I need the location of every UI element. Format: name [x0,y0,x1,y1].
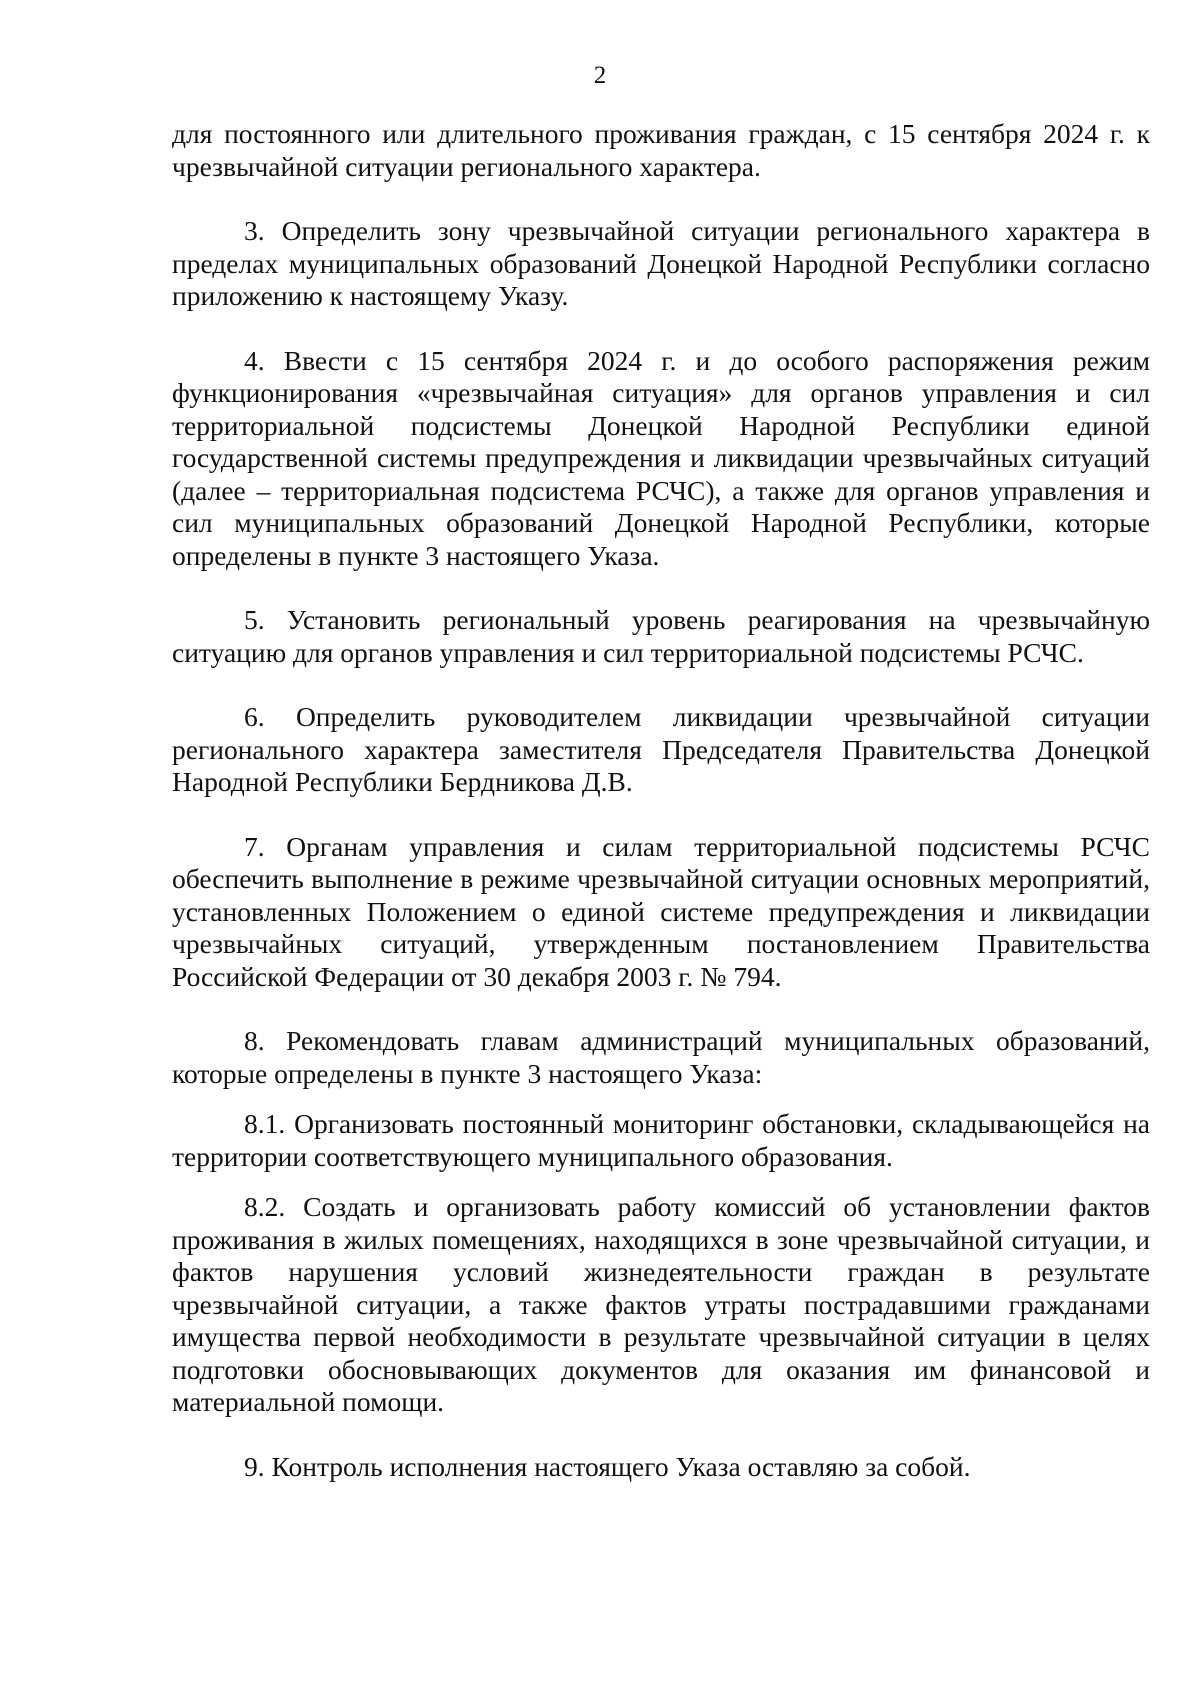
paragraph-7: 7. Органам управления и силам территориальной подсистемы РСЧС обеспечить выполнение в режиме чрезвычайной ситуации основных мероприятий, установленных Положением о единой системе предупреждения и ликвидации чрезвычайных ситуаций, утвержденным постановлением Правительства Российской Федерации от 30 декабря 2003 г. № 794. [172,830,1150,992]
paragraph-8-1: 8.1. Организовать постоянный мониторинг обстановки, складывающейся на территории соответствующего муниципального образования. [172,1108,1150,1172]
paragraph-4: 4. Ввести с 15 сентября 2024 г. и до особого распоряжения режим функционирования «чрезвычайная ситуация» для органов управления и сил территориальной подсистемы Донецкой Народной Республики единой государственной системы предупреждения и ликвидации чрезвычайных ситуаций (далее – территориальная подсистема РСЧС), а также для органов управления и сил муниципальных образований Донецкой Народной Республики, которые определены в пункте 3 настоящего Указа. [172,344,1150,571]
paragraph-3: 3. Определить зону чрезвычайной ситуации регионального характера в пределах муниципальных образований Донецкой Народной Республики согласно приложению к настоящему Указу. [172,215,1150,311]
paragraph-6: 6. Определить руководителем ликвидации чрезвычайной ситуации регионального характера заместителя Председателя Правительства Донецкой Народной Республики Бердникова Д.В. [172,701,1150,797]
paragraph-8: 8. Рекомендовать главам администраций муниципальных образований, которые определены в пункте 3 настоящего Указа: [172,1025,1150,1089]
paragraph-5: 5. Установить региональный уровень реагирования на чрезвычайную ситуацию для органов управления и сил территориальной подсистемы РСЧС. [172,604,1150,668]
page-number: 2 [593,62,607,89]
paragraph-8-2: 8.2. Создать и организовать работу комиссий об установлении фактов проживания в жилых помещениях, находящихся в зоне чрезвычайной ситуации, и фактов нарушения условий жизнедеятельности граждан в результате чрезвычайной ситуации, а также фактов утраты пострадавшими гражданами имущества первой необходимости в результате чрезвычайной ситуации в целях подготовки обосновывающих документов для оказания им финансовой и материальной помощи. [172,1191,1150,1417]
document-body [172,118,1150,1483]
paragraph-9: 9. Контроль исполнения настоящего Указа оставляю за собой. [244,1450,971,1482]
paragraph-continuation: для постоянного или длительного проживания граждан, с 15 сентября 2024 г. к чрезвычайной ситуации регионального характера. [172,118,1150,182]
